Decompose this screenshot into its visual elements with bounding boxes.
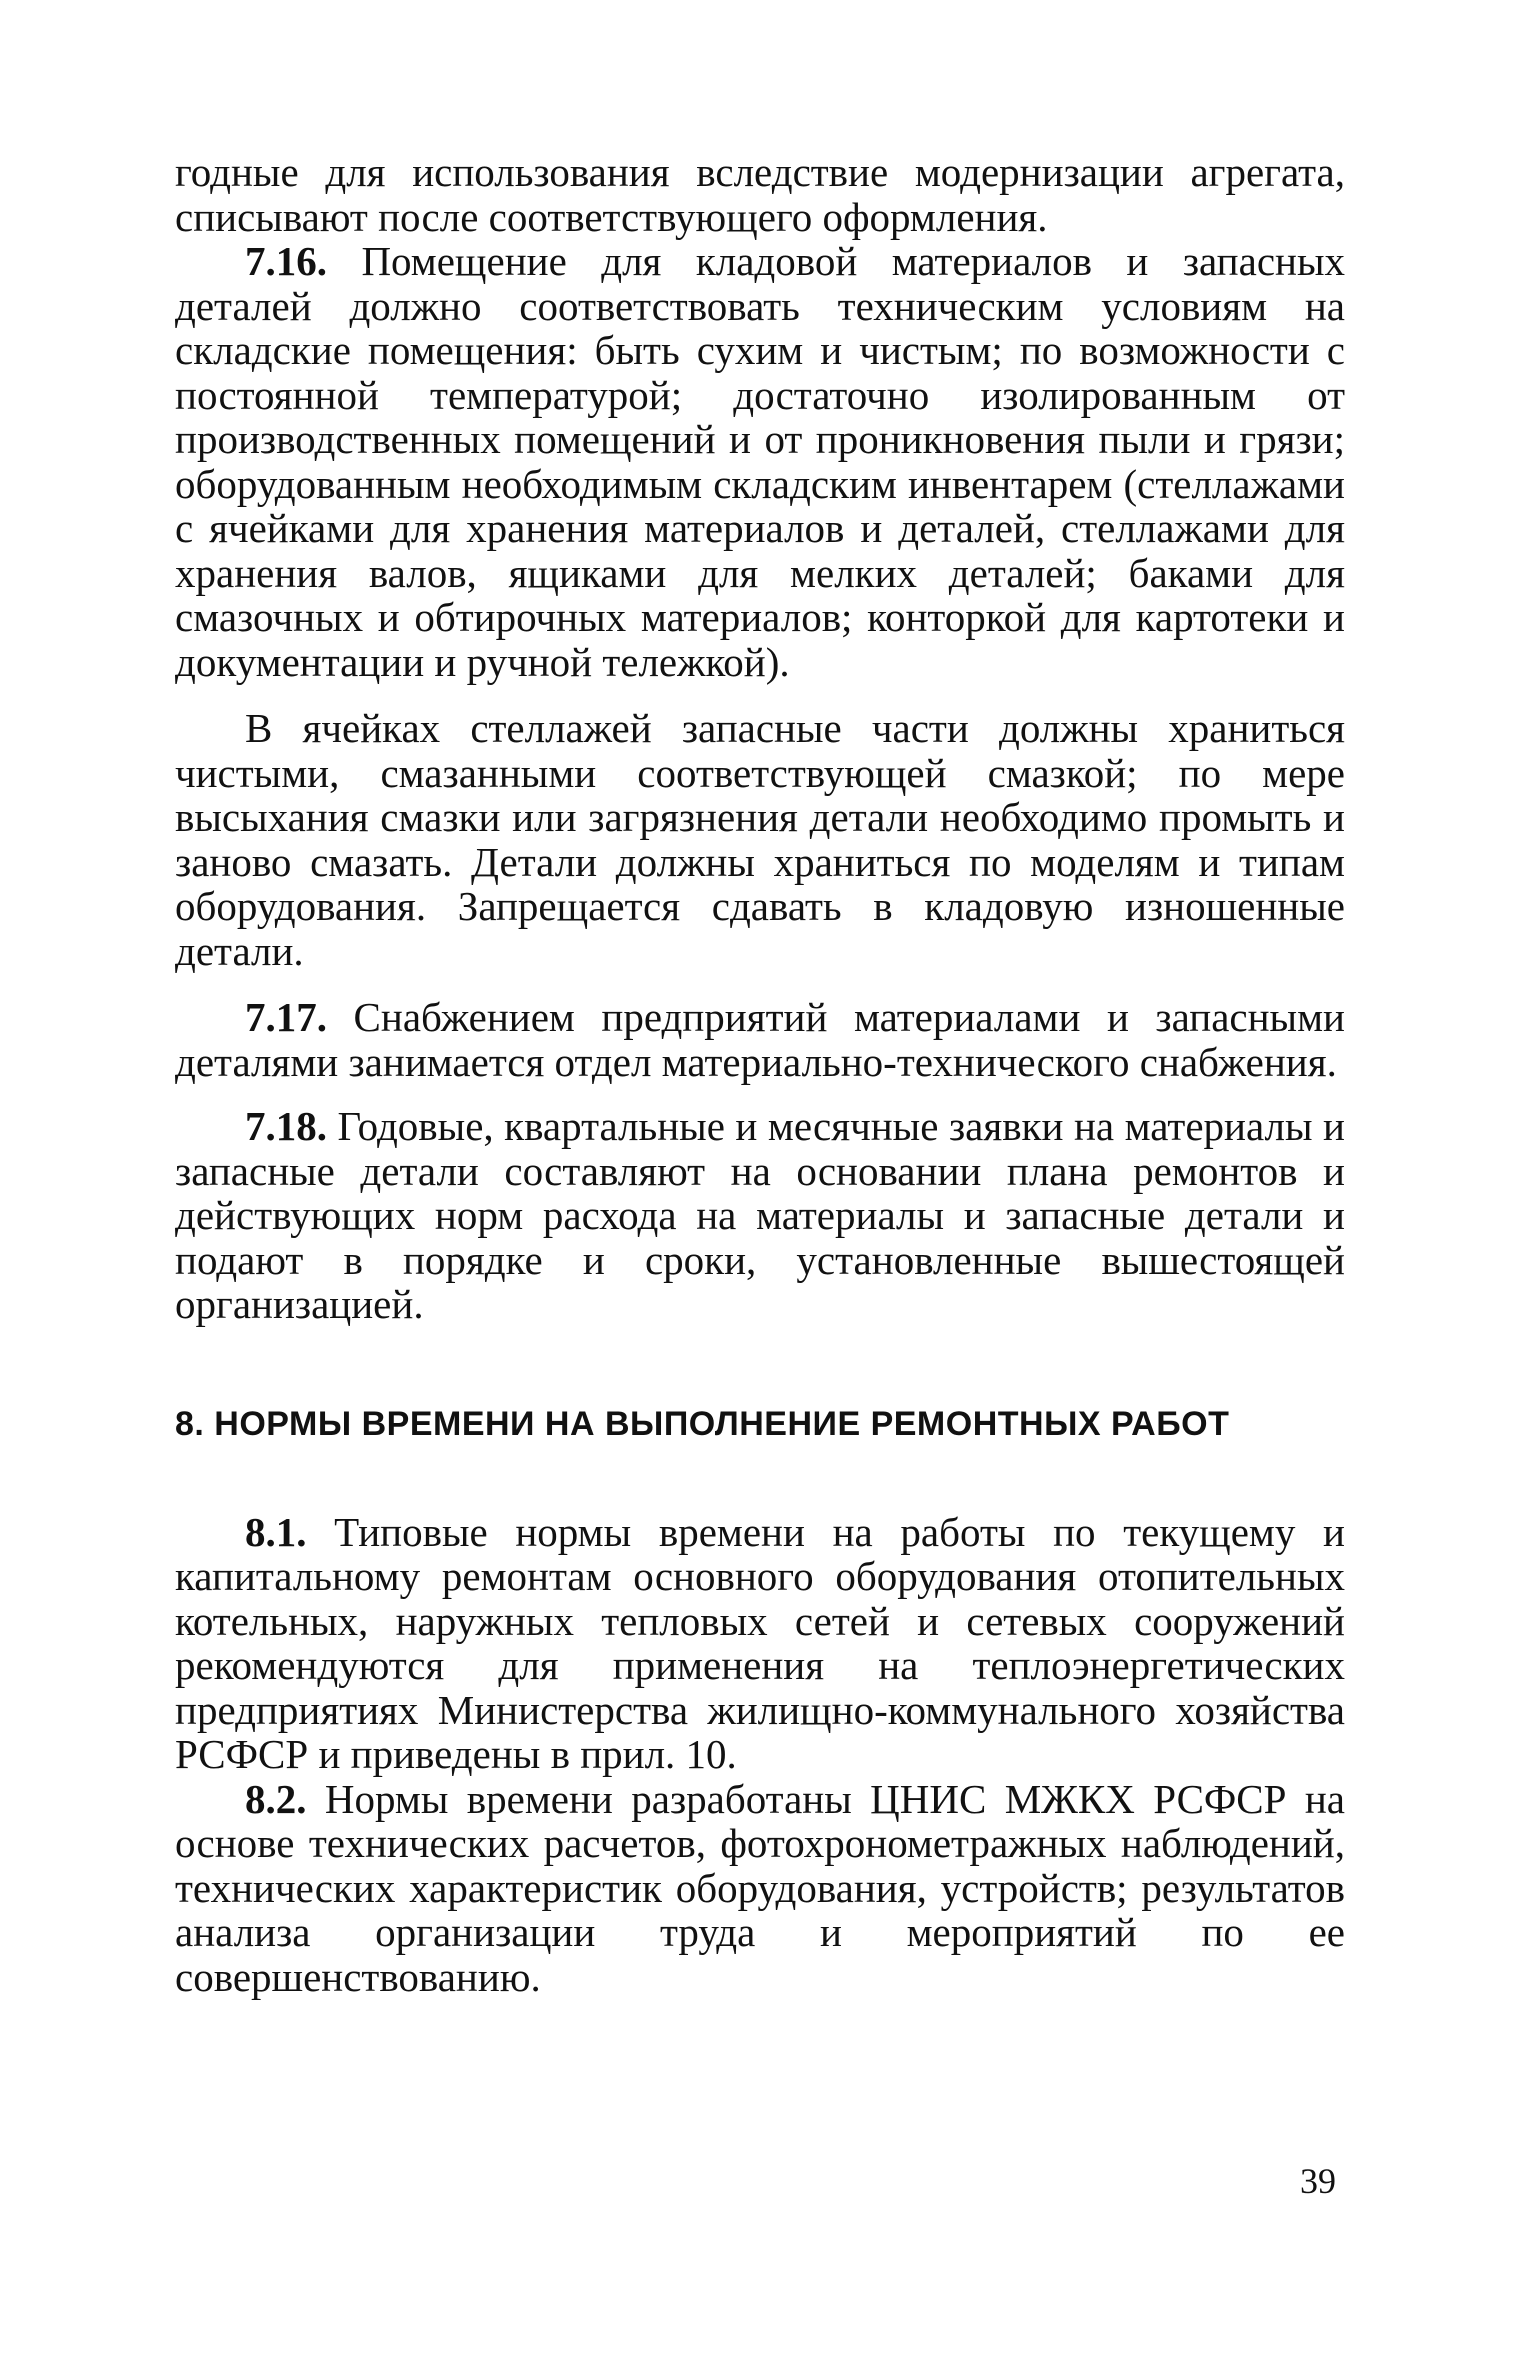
paragraph-7-16-continued: В ячейках стеллажей запасные части должны храниться чистыми, смазанными соответствующей смазкой; по мере высыхания смазки или загрязнения детали необходимо промыть и заново смазать. Детали должны храниться по моделям и типам оборудования. Запрещается сдавать в кладовую изношенные детали. xyxy=(175,705,1345,974)
clause-number: 7.17. xyxy=(245,994,327,1040)
paragraph-8-2 xyxy=(175,1777,1345,2000)
clause-number: 7.18. xyxy=(245,1103,327,1149)
paragraph-8-1 xyxy=(175,1510,1345,1777)
paragraph-7-16 xyxy=(175,239,1345,684)
clause-text: Помещение для кладовой материалов и запасных деталей должно соответствовать техническим условиям на складские помещения: быть сухим и чистым; по возможности с постоянной температурой; достаточно изолированным от производственных помещений и от проникновения пыли и грязи; оборудованным необходимым складским инвентарем (стеллажами с ячейками для хранения материалов и деталей, стеллажами для хранения валов, ящиками для мелких деталей; баками для смазочных и обтирочных материалов; конторкой для картотеки и документации и ручной тележкой). xyxy=(175,238,1345,685)
page-number: 39 xyxy=(1300,2161,1336,2201)
clause-text: Типовые нормы времени на работы по текущему и капитальному ремонтам основного оборудования отопительных котельных, наружных тепловых сетей и сетевых сооружений рекомендуются для применения на теплоэнергетических предприятиях Министерства жилищно-коммунального хозяйства РСФСР и приведены в прил. 10. xyxy=(175,1508,1345,1777)
section-heading: 8. НОРМЫ ВРЕМЕНИ НА ВЫПОЛНЕНИЕ РЕМОНТНЫХ РАБОТ xyxy=(175,1404,1230,1443)
paragraph-7-17 xyxy=(175,995,1345,1084)
paragraph-7-18 xyxy=(175,1104,1345,1327)
clause-text: Годовые, квартальные и месячные заявки на материалы и запасные детали составляют на основании плана ремонтов и действующих норм расхода на материалы и запасные детали и подают в порядке и сроки, установленные вышестоящей организацией. xyxy=(175,1103,1345,1327)
clause-number: 7.16. xyxy=(245,238,327,284)
paragraph-continuation: годные для использования вследствие модернизации агрегата, списывают после соответствующего оформления. xyxy=(175,149,1345,240)
clause-text: Нормы времени разработаны ЦНИС МЖКХ РСФСР на основе технических расчетов, фотохронометражных наблюдений, технических характеристик оборудования, устройств; результатов анализа организации труда и мероприятий по ее совершенствованию. xyxy=(175,1775,1345,2000)
clause-text: Снабжением предприятий материалами и запасными деталями занимается отдел материально-технического снабжения. xyxy=(175,994,1345,1085)
clause-number: 8.1. xyxy=(245,1508,307,1555)
page-body xyxy=(175,150,1345,1999)
clause-number: 8.2. xyxy=(245,1775,307,1822)
